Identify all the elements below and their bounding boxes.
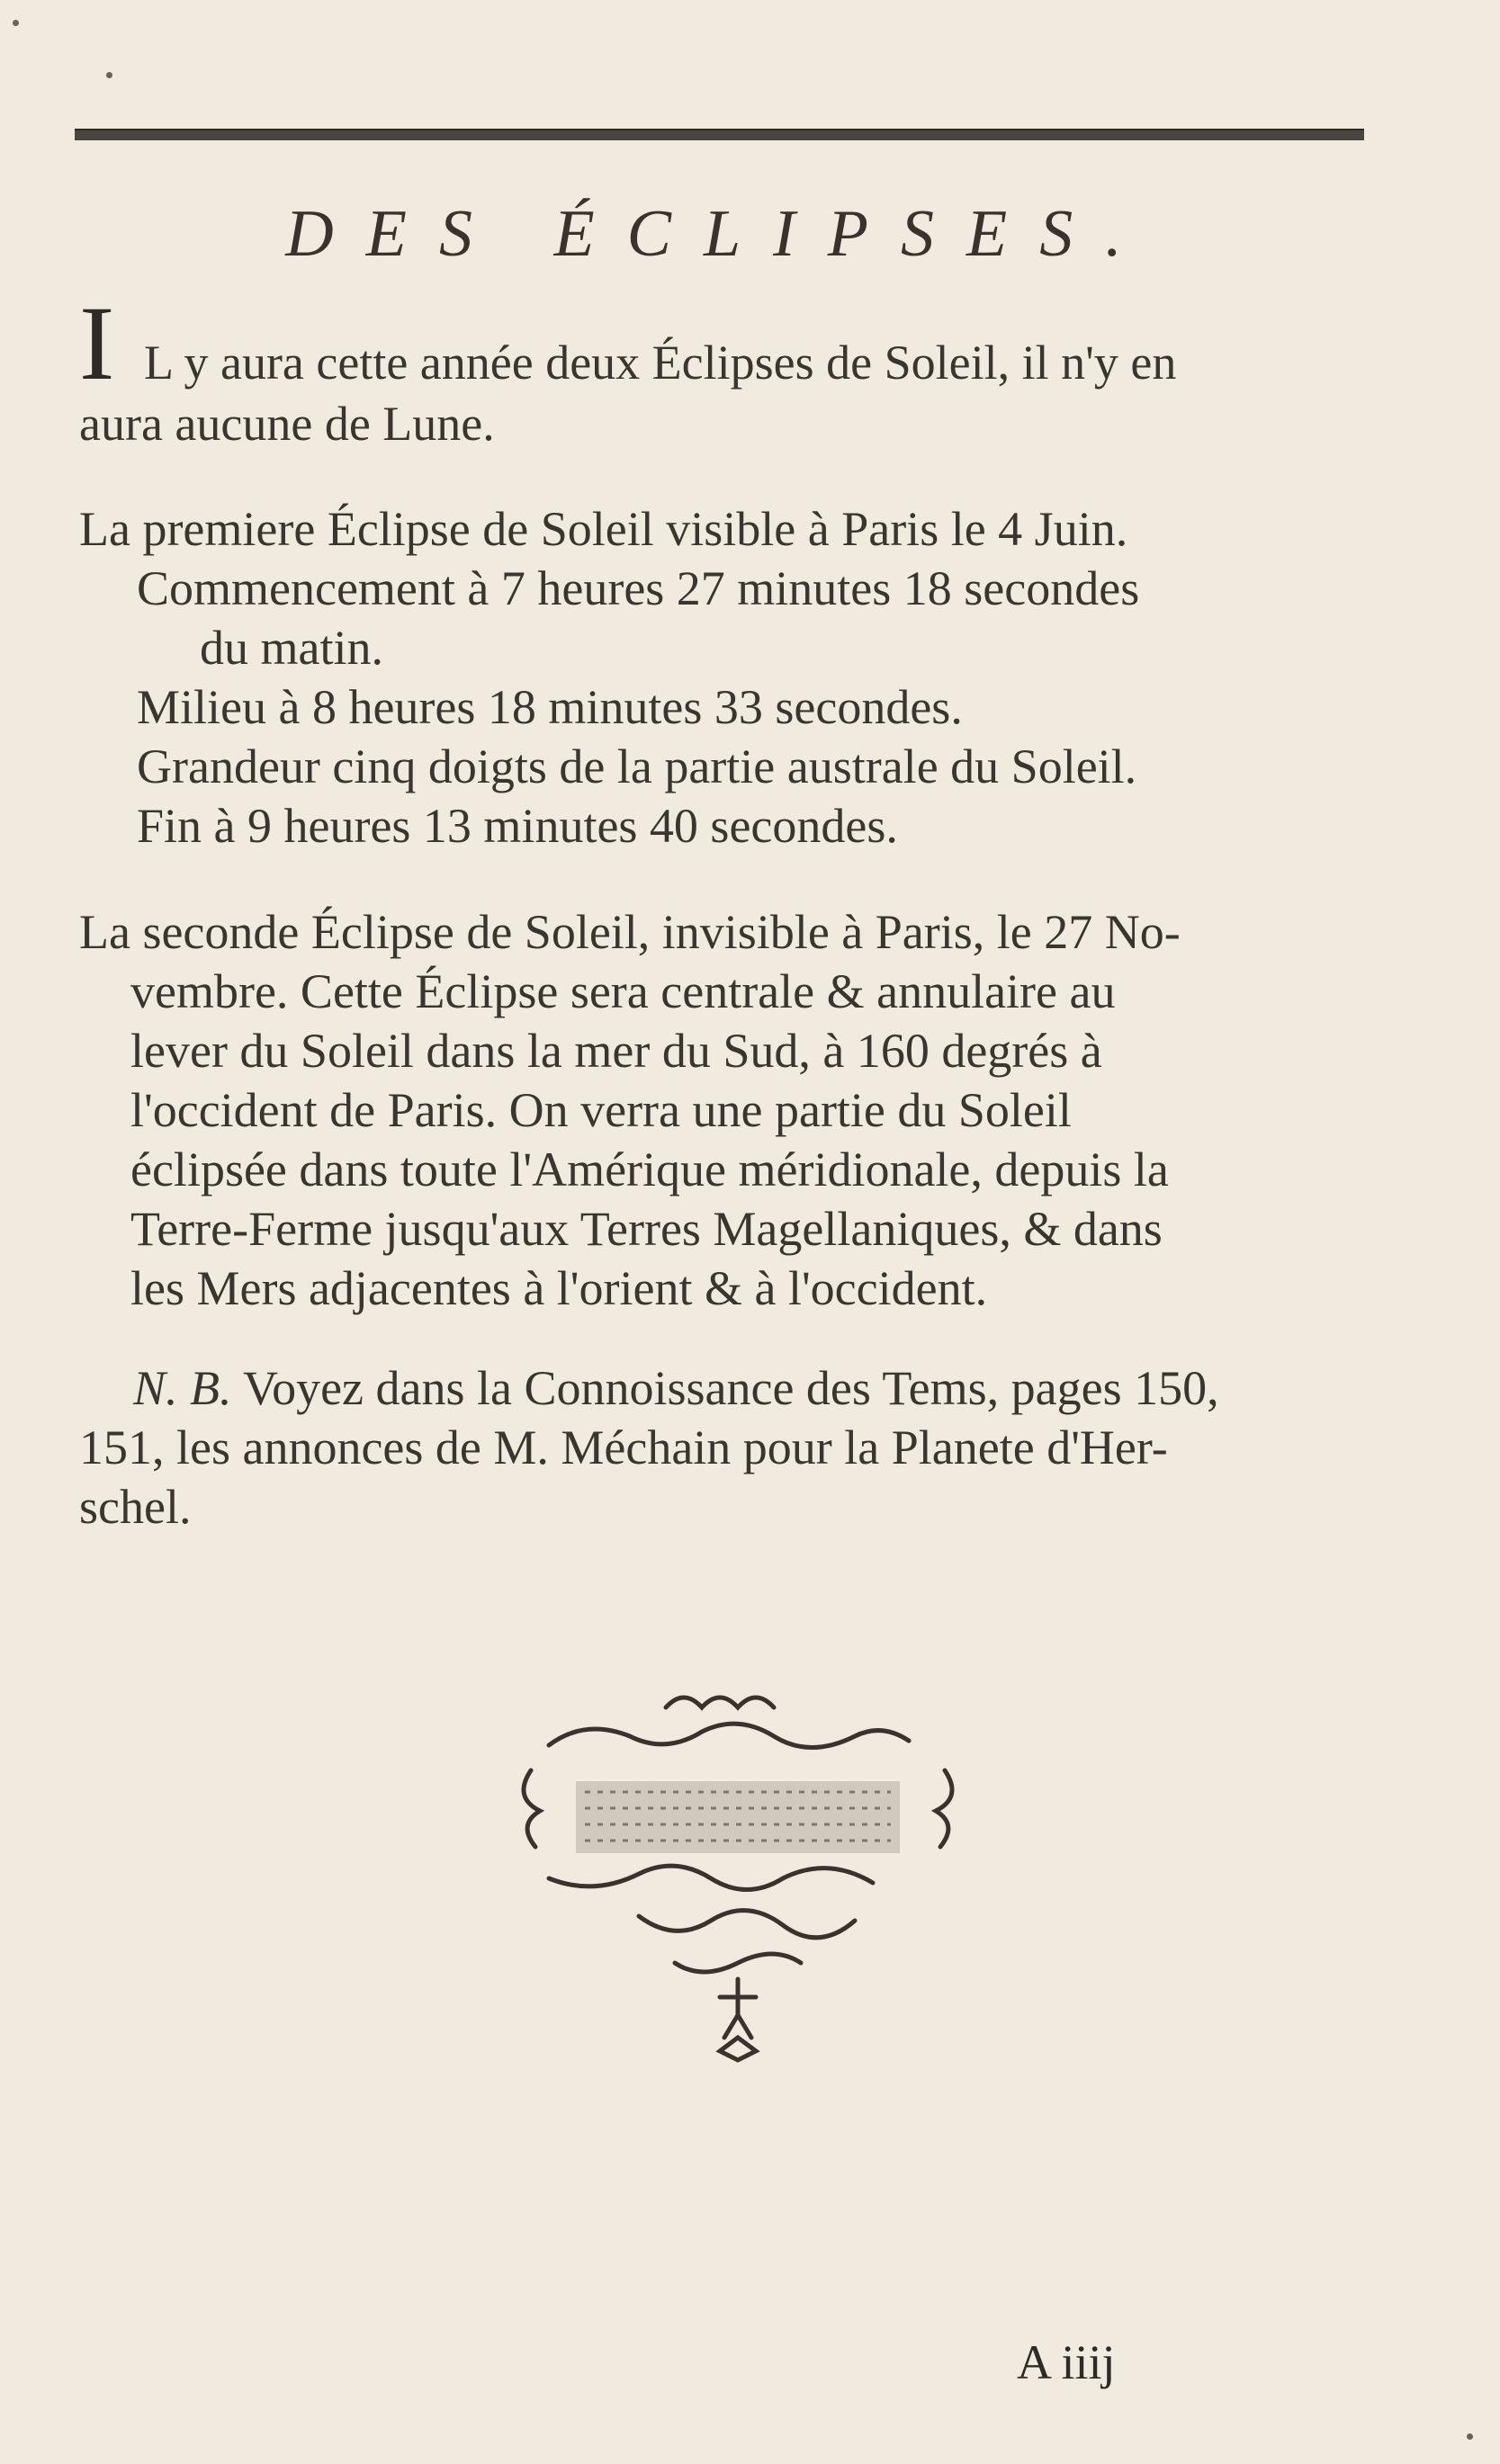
note-line-3: schel. xyxy=(79,1480,192,1534)
page-title: DES ÉCLIPSES. xyxy=(285,197,1154,271)
eclipse2-line: éclipsée dans toute l'Amérique méridionale, depuis la xyxy=(130,1142,1169,1196)
eclipse2-line: vembre. Cette Éclipse sera centrale & annulaire au xyxy=(130,964,1116,1018)
speck xyxy=(13,20,19,26)
eclipse2-line: les Mers adjacentes à l'orient & à l'occident. xyxy=(130,1261,988,1315)
note-line-2: 151, les annonces de M. Méchain pour la Planete d'Her- xyxy=(79,1420,1168,1474)
eclipse2-line: l'occident de Paris. On verra une partie du Soleil xyxy=(130,1083,1072,1137)
eclipse2-line: La seconde Éclipse de Soleil, invisible à Paris, le 27 No- xyxy=(79,905,1181,959)
page-signature: A iiij xyxy=(1017,2335,1116,2389)
eclipse1-line: Commencement à 7 heures 27 minutes 18 secondes xyxy=(137,561,1140,615)
tailpiece-ornament-icon xyxy=(450,1673,1026,2069)
eclipse1-line: Grandeur cinq doigts de la partie australe du Soleil. xyxy=(137,739,1137,793)
speck xyxy=(106,72,112,78)
header-rule xyxy=(75,129,1364,140)
note-line-1 xyxy=(133,1358,1219,1418)
speck xyxy=(1467,2433,1473,2440)
note-text-1: Voyez dans la Connoissance des Tems, pages 150, xyxy=(243,1361,1219,1415)
eclipse2-line: Terre-Ferme jusqu'aux Terres Magellaniques, & dans xyxy=(130,1202,1163,1256)
drop-cap: I xyxy=(79,284,115,402)
eclipse1-line: du matin. xyxy=(200,621,383,675)
note-label: N. B. xyxy=(133,1361,232,1415)
eclipse1-line: Milieu à 8 heures 18 minutes 33 secondes. xyxy=(137,680,963,734)
intro-line-2: aura aucune de Lune. xyxy=(79,397,495,451)
eclipse1-heading: La premiere Éclipse de Soleil visible à Paris le 4 Juin. xyxy=(79,502,1128,556)
eclipse2-line: lever du Soleil dans la mer du Sud, à 160 degrés à xyxy=(130,1024,1102,1078)
intro-line-1: L y aura cette année deux Éclipses de Soleil, il n'y en xyxy=(144,336,1177,390)
eclipse1-line: Fin à 9 heures 13 minutes 40 secondes. xyxy=(137,799,898,853)
